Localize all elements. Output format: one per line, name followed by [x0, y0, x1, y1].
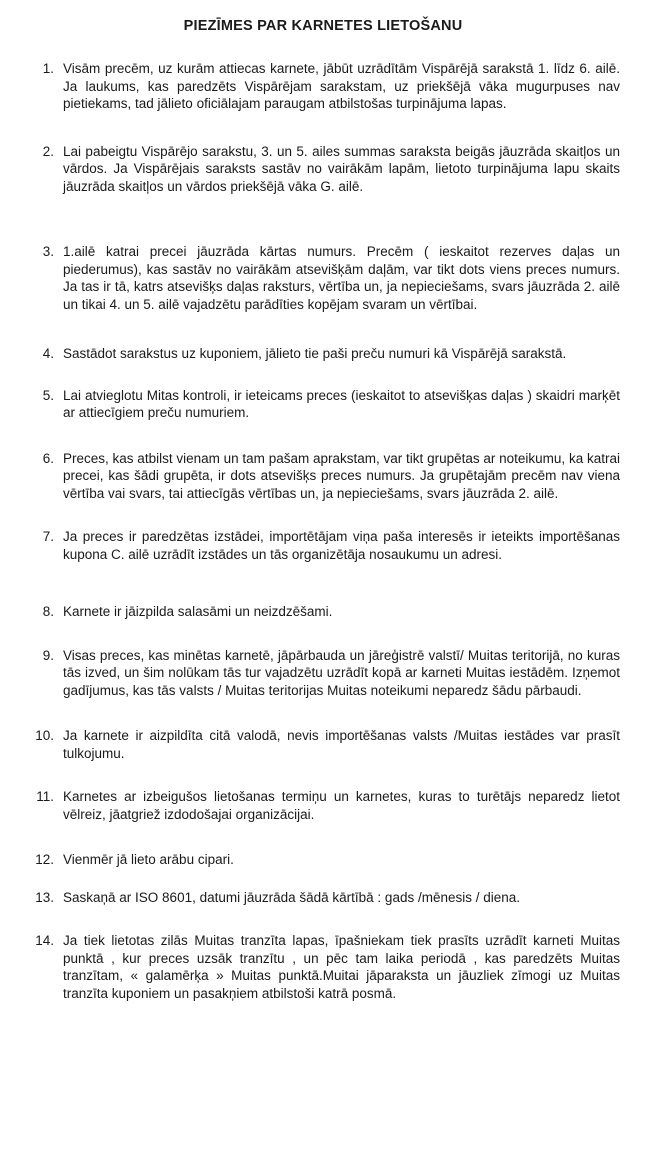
item-number: 9.	[42, 647, 54, 663]
list-item	[26, 788, 620, 823]
list-item	[26, 243, 620, 313]
list-item	[26, 932, 620, 1002]
item-number: 7.	[42, 529, 54, 544]
item-text: Lai pabeigtu Vispārējo sarakstu, 3. un 5. ailes summas saraksta beigās jāuzrāda skaitļos un vārdos. Ja Vispārējais saraksts sastāv no vairākām lapām, lietoto turpinājuma lapu skaits jāuzrāda skaitļos un vārdos priekšējā vāka G. ailē.	[63, 143, 620, 194]
item-text: Visas preces, kas minētas karnetē, jāpārbauda un jāreģistrē valstī/ Muitas teritorijā, no kuras tās izved, un šim nolūkam tās tur vajadzētu uzrādīt kopā ar karneti Muitas iestādēm. Izņemot gadījumus, kas tās valsts / Muitas teritorijas Muitas noteikumi neparedz šādu pārbaudi.	[63, 647, 620, 698]
item-text: Ja tiek lietotas zilās Muitas tranzīta lapas, īpašniekam tiek prasīts uzrādīt karneti Muitas punktā , kur preces uzsāk tranzītu , un pēc tam laika periodā , kas paredzēts Muitas tranzītam, « galamērķa » Muitas punktā.Muitai jāparaksta un jāuzliek zīmogi uz Muitas tranzīta kuponiem un pasakņiem atbilstoši katrā posmā.	[63, 933, 620, 1001]
page-title: PIEZĪMES PAR KARNETES LIETOŠANU	[183, 18, 463, 34]
item-text: Saskaņā ar ISO 8601, datumi jāuzrāda šādā kārtībā : gads /mēnesis / diena.	[63, 889, 521, 905]
item-number: 8.	[42, 604, 54, 619]
list-item	[26, 603, 620, 621]
item-number: 11.	[36, 789, 54, 804]
item-text: Karnetes ar izbeigušos lietošanas termiņu un karnetes, kuras to turētājs neparedz lietot vēlreiz, jāatgriež izdodošajai organizācijai.	[63, 789, 620, 822]
item-text: 1.ailē katrai precei jāuzrāda kārtas numurs. Precēm ( ieskaitot rezerves daļas un piederumus), kas sastāv no vairākām atsevišķām daļām, var tikt dots viens preces numurs. Ja tas ir tā, katrs atsevišķs daļas raksturs, vērtība un, ja nepieciešams, svars jāuzrāda 2. ailē un tikai 4. un 5. ailē vajadzētu parādīties kopējam svaram un vērtībai.	[63, 244, 620, 312]
item-number: 12.	[35, 852, 54, 867]
list-item	[26, 143, 620, 196]
list-item	[26, 851, 620, 869]
item-text: Visām precēm, uz kurām attiecas karnete, jābūt uzrādītām Vispārējā sarakstā 1. līdz 6. ailē. Ja laukums, kas paredzēts Vispārējam sarakstam, uz priekšējā vāka mugurpuses nav pietiekams, tad jālieto oficiālajam paraugam atbilstošas turpinājuma lapas.	[63, 61, 620, 111]
item-number: 2.	[42, 143, 54, 159]
list-item	[26, 889, 620, 907]
item-number: 6.	[42, 450, 54, 466]
item-text: Ja karnete ir aizpildīta citā valodā, nevis importēšanas valsts /Muitas iestādes var prasīt tulkojumu.	[63, 728, 620, 761]
list-item	[26, 345, 620, 363]
list-item	[26, 528, 620, 563]
list-item	[26, 450, 620, 503]
item-text: Preces, kas atbilst vienam un tam pašam aprakstam, var tikt grupētas ar noteikumu, ka katrai precei, kas šādi grupēta, ir dots atsevišķs preces numurs. Ja grupētajām precēm nav viena vērtība vai svars, tai attiecīgās vērtības un, ja nepieciešams, svars jāuzrāda 2. ailē.	[63, 450, 620, 501]
item-number: 10.	[35, 728, 54, 743]
item-number: 13.	[35, 889, 54, 905]
item-text: Vienmēr jā lieto arābu cipari.	[63, 852, 234, 867]
item-number: 3.	[42, 244, 54, 259]
item-text: Sastādot sarakstus uz kuponiem, jālieto tie paši preču numuri kā Vispārējā sarakstā.	[63, 346, 567, 361]
item-text: Karnete ir jāizpilda salasāmi un neizdzēšami.	[63, 604, 333, 619]
list-item	[26, 60, 620, 113]
item-text: Lai atvieglotu Mitas kontroli, ir ieteicams preces (ieskaitot to atsevišķas daļas ) skaidri marķēt ar attiecīgiem preču numuriem.	[63, 387, 620, 420]
item-number: 4.	[42, 346, 54, 361]
item-number: 5.	[42, 387, 54, 403]
list-item	[26, 387, 620, 422]
list-item	[26, 727, 620, 762]
item-text: Ja preces ir paredzētas izstādei, importētājam viņa paša interesēs ir ieteikts importēšanas kupona C. ailē uzrādīt izstādes un tās organizētāja nosaukumu un adresi.	[63, 529, 620, 562]
item-number: 1.	[42, 61, 54, 76]
list-item	[26, 647, 620, 700]
item-number: 14.	[35, 933, 54, 948]
